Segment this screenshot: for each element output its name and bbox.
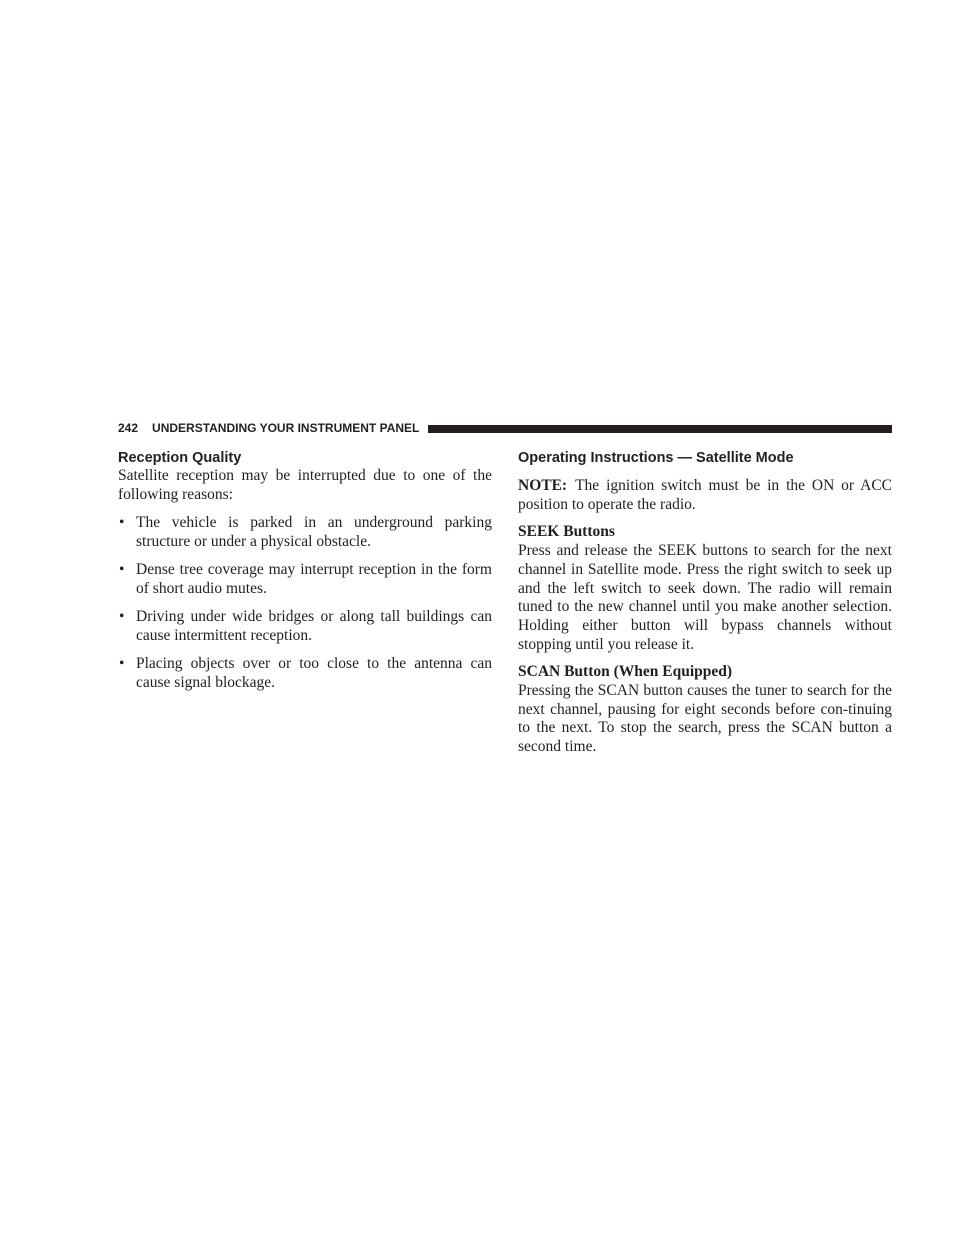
section-title: UNDERSTANDING YOUR INSTRUMENT PANEL — [152, 421, 420, 435]
seek-buttons-text: Press and release the SEEK buttons to search for the next channel in Satellite mode. Press the right switch to seek up and the left switch to seek down. The radio will remain tuned to the new channel until you make another selection. Holding either button will bypass channels without stopping until you release it. — [518, 542, 892, 653]
left-column — [118, 449, 492, 702]
page-header — [118, 420, 892, 436]
scan-button-text: Pressing the SCAN button causes the tuner to search for the next channel, pausing for eight seconds before con-tinuing to the next. To stop the search, press the SCAN button a second time. — [518, 682, 892, 756]
bullet-icon: • — [119, 561, 125, 579]
list-item: • Dense tree coverage may interrupt reception in the form of short audio mutes. — [119, 561, 492, 598]
bullet-icon: • — [119, 655, 125, 673]
bullet-icon: • — [119, 514, 125, 532]
note-text: The ignition switch must be in the ON or ACC position to operate the radio. — [518, 477, 892, 513]
reception-reasons-list — [118, 514, 492, 692]
list-item: • Driving under wide bridges or along tall buildings can cause intermittent reception. — [119, 608, 492, 644]
header-rule — [428, 425, 892, 433]
scan-button-heading: SCAN Button (When Equipped) — [518, 663, 733, 681]
operating-instructions-heading: Operating Instructions — Satellite Mode — [518, 450, 794, 466]
page-number: 242 — [118, 421, 139, 435]
right-column — [518, 449, 892, 757]
list-item: • Placing objects over or too close to the antenna can cause signal blockage. — [119, 655, 492, 691]
list-item: • The vehicle is parked in an underground parking structure or under a physical obstacle. — [119, 514, 492, 551]
note-label: NOTE: — [518, 477, 568, 494]
reception-quality-heading: Reception Quality — [118, 450, 242, 466]
reception-intro: Satellite reception may be interrupted due to one of the following reasons: — [118, 467, 492, 503]
bullet-icon: • — [119, 608, 125, 626]
seek-buttons-heading: SEEK Buttons — [518, 523, 615, 541]
note-paragraph — [518, 477, 892, 514]
